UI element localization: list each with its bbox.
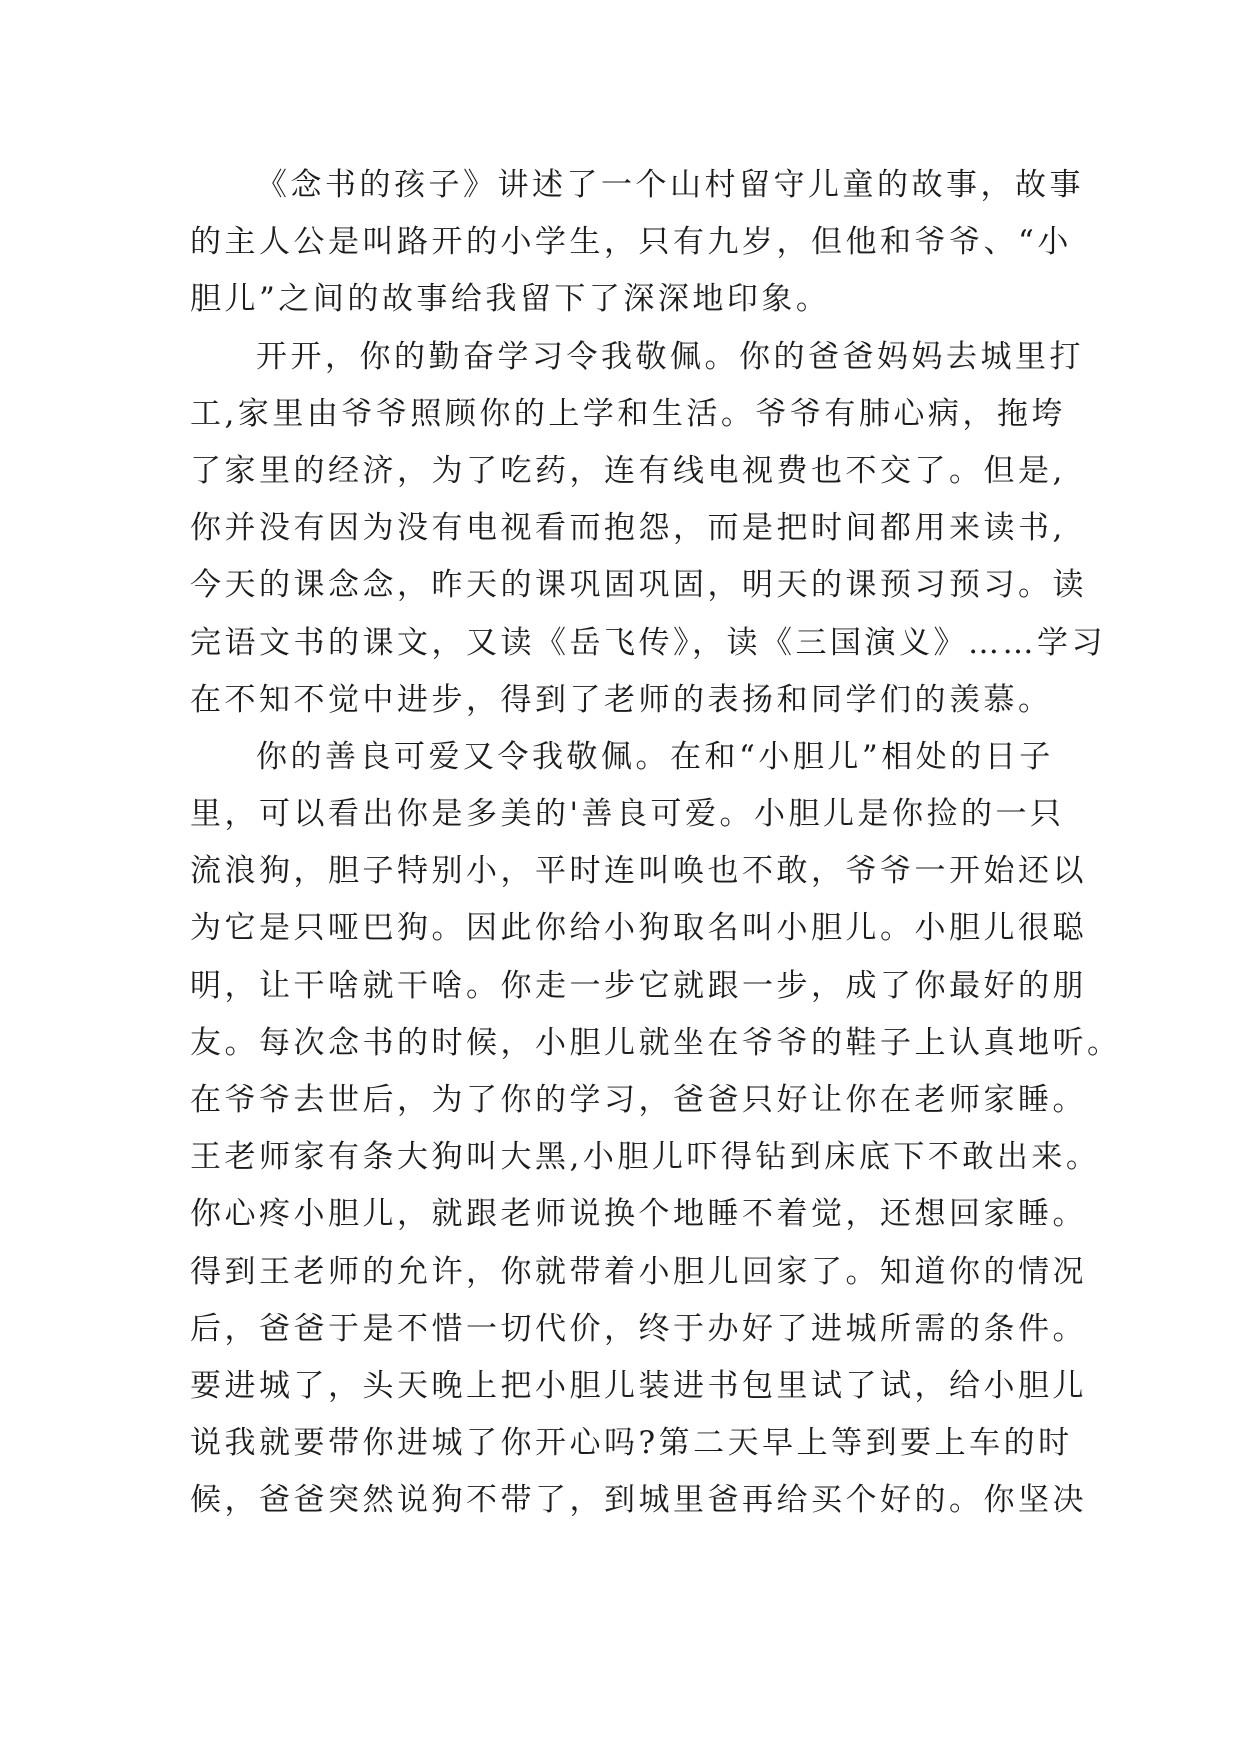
text-line: 得到王老师的允许，你就带着小胆儿回家了。知道你的情况 xyxy=(190,1253,1087,1290)
text-line: 你心疼小胆儿，就跟老师说换个地睡不着觉，还想回家睡。 xyxy=(190,1196,1087,1233)
text-line: 工,家里由爷爷照顾你的上学和生活。爷爷有肺心病，拖垮 xyxy=(190,395,1066,432)
paragraph-2 xyxy=(190,329,1106,729)
text-line: 明，让干啥就干啥。你走一步它就跟一步，成了你最好的朋 xyxy=(190,967,1087,1004)
text-line: 在爷爷去世后，为了你的学习，爸爸只好让你在老师家睡。 xyxy=(190,1082,1087,1118)
text-line: 友。每次念书的时候，小胆儿就坐在爷爷的鞋子上认真地听。 xyxy=(190,1024,1122,1061)
document-body xyxy=(190,157,1122,1530)
paragraph-3 xyxy=(190,729,1122,1530)
text-line: 后，爸爸于是不惜一切代价，终于办好了进城所需的条件。 xyxy=(190,1310,1087,1347)
paragraph-1 xyxy=(190,157,1084,329)
text-line: 候，爸爸突然说狗不带了，到城里爸再给买个好的。你坚决 xyxy=(190,1482,1087,1519)
text-line: 流浪狗，胆子特别小，平时连叫唤也不敢，爷爷一开始还以 xyxy=(190,853,1087,890)
text-line: 的主人公是叫路开的小学生，只有九岁，但他和爷爷、“小 xyxy=(190,224,1072,261)
text-line: 了家里的经济，为了吃药，连有线电视费也不交了。但是, xyxy=(190,452,1066,489)
text-line: 为它是只哑巴狗。因此你给小狗取名叫小胆儿。小胆儿很聪 xyxy=(190,910,1087,947)
text-line: 今天的课念念，昨天的课巩固巩固，明天的课预习预习。读 xyxy=(190,567,1087,604)
text-line: 开开，你的勤奋学习令我敬佩。你的爸爸妈妈去城里打 xyxy=(256,338,1084,375)
text-line: 里，可以看出你是多美的'善良可爱。小胆儿是你捡的一只 xyxy=(190,796,1065,833)
text-line: 你并没有因为没有电视看而抱怨，而是把时间都用来读书, xyxy=(190,510,1066,547)
text-line: 说我就要带你进城了你开心吗?第二天早上等到要上车的时 xyxy=(190,1425,1073,1462)
text-line: 完语文书的课文，又读《岳飞传》，读《三国演义》……学习 xyxy=(190,624,1106,661)
text-line: 王老师家有条大狗叫大黑,小胆儿吓得钻到床底下不敢出来。 xyxy=(190,1139,1101,1176)
text-line: 在不知不觉中进步，得到了老师的表扬和同学们的羡慕。 xyxy=(190,681,1053,718)
text-line: 胆儿”之间的故事给我留下了深深地印象。 xyxy=(190,281,831,318)
text-line: 你的善良可爱又令我敬佩。在和“小胆儿”相处的日子 xyxy=(256,738,1054,775)
text-line: 《念书的孩子》讲述了一个山村留守儿童的故事，故事 xyxy=(256,167,1084,203)
text-line: 要进城了，头天晚上把小胆儿装进书包里试了试，给小胆儿 xyxy=(190,1367,1087,1404)
